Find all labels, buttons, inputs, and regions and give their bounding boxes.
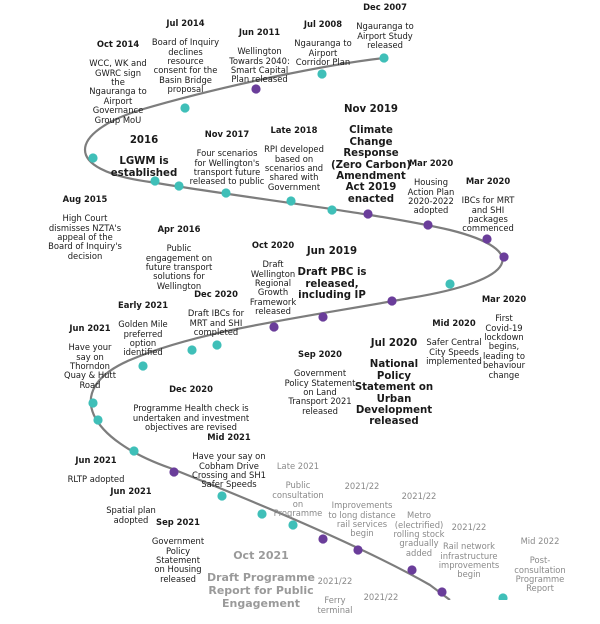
event-date: 2021/22 xyxy=(363,592,399,603)
event-dec-2020-ibcs xyxy=(180,281,252,347)
event-text: Draft PBC is released, including IP xyxy=(297,267,367,302)
event-text: Ngauranga to Airport Corridor Plan xyxy=(294,38,352,68)
event-date: Jun 2011 xyxy=(238,27,281,38)
event-text: Four scenarios for Wellington's transport future released to public xyxy=(189,148,265,187)
event-text: Have your say on Cobham Drive Crossing and SH1 Safer Speeds xyxy=(192,451,266,490)
event-date: Sep 2021 xyxy=(156,517,200,528)
event-text: Ferry terminal xyxy=(317,595,353,615)
event-aug-2015 xyxy=(30,186,140,271)
event-text: National Policy Statement on Urban Development released xyxy=(354,359,434,428)
event-text: Government Policy Statement on Land Transport 2021 released xyxy=(284,368,356,416)
event-text: Metro (electrified) rolling stock gradually added xyxy=(393,510,445,558)
event-text: RLTP adopted xyxy=(67,474,125,485)
event-text: First Covid-19 lockdown begins, leading to behaviour change xyxy=(482,313,526,380)
event-jun-2021-thorndon xyxy=(50,315,130,400)
event-text: Ngauranga to Airport Study released xyxy=(356,21,414,51)
event-date: Sep 2020 xyxy=(298,349,342,360)
event-text: Climate Change Response (Zero Carbon) Amendment Act 2019 enacted xyxy=(330,125,412,205)
event-date: Nov 2017 xyxy=(204,129,250,140)
event-date: Early 2021 xyxy=(117,300,169,311)
event-text: Public consultation on Programme xyxy=(272,480,324,519)
event-text: High Court dismisses NZTA's appeal of the Board of Inquiry's decision xyxy=(48,213,122,261)
event-text: Programme Health check is undertaken and investment objectives are revised xyxy=(132,403,250,433)
event-text: RPI developed based on scenarios and shared with Government xyxy=(264,144,324,192)
event-date: Mid 2021 xyxy=(207,432,251,443)
event-text: Government Policy Statement on Housing released xyxy=(151,536,205,584)
event-text: Draft IBCs for MRT and SHI completed xyxy=(187,308,245,338)
event-date: Jul 2014 xyxy=(166,18,205,29)
event-date: Aug 2015 xyxy=(62,194,108,205)
event-date: Mid 2022 xyxy=(520,536,560,547)
event-2021-22-cut xyxy=(356,584,406,622)
event-date: Dec 2020 xyxy=(194,289,238,300)
event-date: Oct 2020 xyxy=(251,240,295,251)
event-date: Mar 2020 xyxy=(481,294,527,305)
event-text: Post- consultation Programme Report xyxy=(514,555,566,594)
event-text: Board of Inquiry declines resource consent for the Basin Bridge proposal xyxy=(151,37,220,95)
event-text: Have your say on Thorndon Quay & Hutt Road xyxy=(63,342,117,390)
event-date: Late 2021 xyxy=(276,461,320,472)
event-2021-22-rail-network xyxy=(434,514,504,589)
event-text: Public engagement on future transport solutions for Wellington xyxy=(145,243,213,291)
event-date: Jun 2019 xyxy=(306,246,358,258)
event-mid-2022 xyxy=(504,528,576,603)
event-2021-22-ferry xyxy=(310,568,360,624)
event-oct-2021 xyxy=(196,541,326,620)
event-date: Jun 2021 xyxy=(75,455,117,466)
event-mid-2021 xyxy=(184,424,274,499)
event-date: 2016 xyxy=(129,135,159,147)
event-date: Dec 2020 xyxy=(169,384,213,395)
event-date: Jul 2008 xyxy=(303,19,343,30)
event-date: Nov 2019 xyxy=(343,104,399,116)
timeline-node-16 xyxy=(387,296,396,305)
event-date: Mar 2020 xyxy=(408,158,454,169)
event-oct-2014 xyxy=(74,31,162,134)
event-date: 2021/22 xyxy=(451,522,487,533)
event-date: Mar 2020 xyxy=(465,176,511,187)
event-date: 2021/22 xyxy=(401,491,437,502)
timeline-node-4 xyxy=(180,103,189,112)
event-date: Jun 2021 xyxy=(69,323,111,334)
event-text: Golden Mile preferred option identified xyxy=(118,319,168,358)
event-sep-2020 xyxy=(277,341,363,426)
event-text: Draft Programme Report for Public Engagement xyxy=(206,571,315,610)
event-2016 xyxy=(104,126,184,188)
event-date: Apr 2016 xyxy=(157,224,201,235)
timeline-node-14 xyxy=(499,252,508,261)
event-text: Spatial plan adopted xyxy=(106,505,156,525)
event-date: Jun 2021 xyxy=(110,486,152,497)
event-text: IBCs for MRT and SHI packages commenced xyxy=(461,195,515,234)
timeline-node-5 xyxy=(88,153,97,162)
event-text: LGWM is established xyxy=(110,156,178,179)
event-date: 2021/22 xyxy=(317,576,353,587)
event-text: Rail network infrastructure improvements begin xyxy=(438,541,500,580)
timeline-node-17 xyxy=(318,312,327,321)
event-text: Draft Wellington Regional Growth Framework released xyxy=(249,259,297,317)
timeline-node-25 xyxy=(169,467,178,476)
event-date: Mid 2020 xyxy=(432,318,476,329)
event-text: Improvements to long distance rail services begin xyxy=(328,500,396,539)
event-text: Safer Central City Speeds implemented xyxy=(426,337,482,367)
event-date: Oct 2014 xyxy=(96,39,140,50)
event-text: WCC, WK and GWRC sign the Ngauranga to Airport Governance Group MoU xyxy=(89,58,147,125)
timeline-node-15 xyxy=(445,279,454,288)
event-text: Wellington Towards 2040: Smart Capital Plan released xyxy=(229,46,290,85)
event-date: Late 2018 xyxy=(270,125,318,136)
event-date: Dec 2007 xyxy=(363,2,407,13)
event-date: Jul 2020 xyxy=(370,338,418,350)
event-date: Oct 2021 xyxy=(233,549,289,563)
event-text: Housing Action Plan 2020-2022 adopted xyxy=(407,177,455,216)
event-mar-2020-ibcs xyxy=(452,168,524,243)
event-date: 2021/22 xyxy=(344,481,380,492)
